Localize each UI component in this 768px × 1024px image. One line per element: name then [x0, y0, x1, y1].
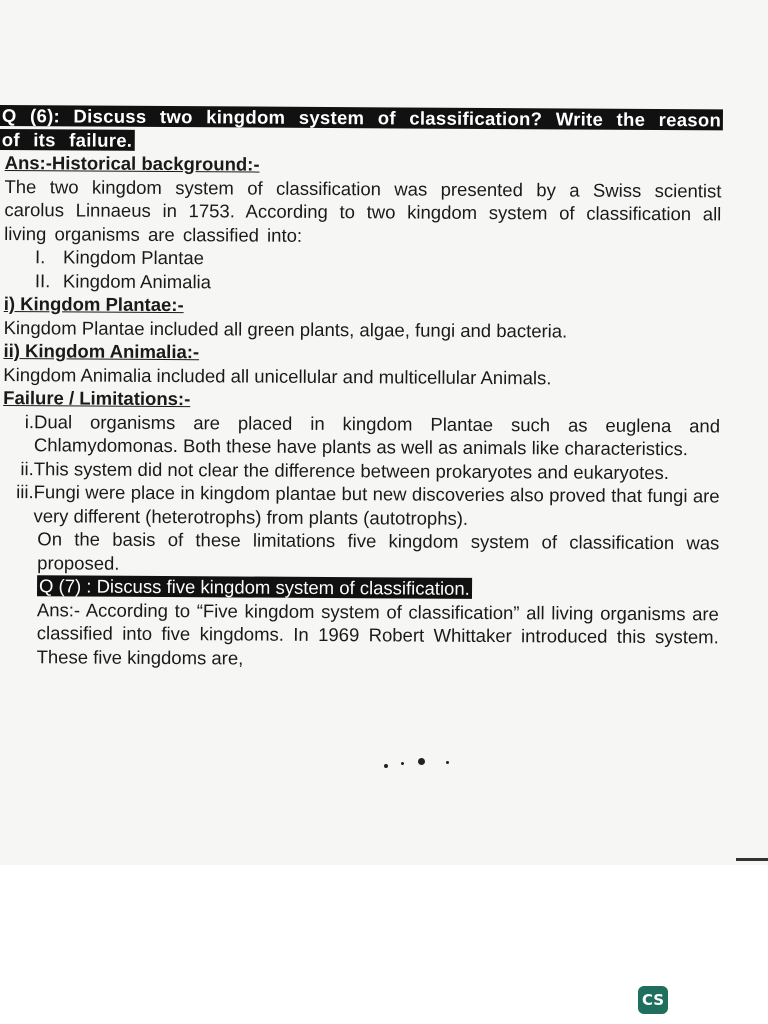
- conclusion-paragraph: On the basis of these limitations five kingdom system of classification was proposed.: [37, 528, 720, 574]
- plantae-heading: i) Kingdom Plantae:-: [3, 293, 184, 316]
- list-item: ii. This system did not clear the difference between prokaryotes and eukaryotes.: [20, 457, 669, 483]
- question-6-title: [0, 104, 722, 155]
- question-7-answer: Ans:- According to “Five kingdom system of classification” all living organisms are classified into five kingdoms. In 1969 Robert Whittaker introduced this system. These five kingdoms are,: [36, 598, 719, 668]
- question-6-highlight: Q (6): Discuss two kingdom system of classification? Write the reason of its failure.: [0, 105, 723, 150]
- list-item: iii. Fungi were place in kingdom plantae but new discoveries also proved that fungi are very different (heterotrophs) from plants (autotrophs).: [16, 481, 720, 529]
- failure-heading: Failure / Limitations:-: [3, 387, 191, 410]
- list-item: i. Dual organisms are placed in kingdom Plantae such as euglena and Chlamydomonas. Both these have plants as well as animals like characteristics.: [24, 410, 721, 460]
- failure-list: [0, 409, 720, 531]
- document-body: [0, 104, 722, 672]
- animalia-heading: ii) Kingdom Animalia:-: [3, 340, 200, 363]
- plantae-paragraph: Kingdom Plantae included all green plants, algae, fungi and bacteria.: [3, 316, 568, 341]
- edge-mark: [736, 858, 768, 861]
- list-item: II. Kingdom Animalia: [34, 269, 212, 292]
- question-7-highlight: Q (7) : Discuss five kingdom system of classification.: [38, 575, 470, 599]
- camscanner-logo: CS: [638, 986, 668, 1014]
- kingdom-list: [0, 245, 721, 296]
- ink-dots: [384, 756, 454, 770]
- list-item: I. Kingdom Plantae: [35, 246, 205, 269]
- historical-heading: Ans:-Historical background:-: [4, 152, 260, 175]
- animalia-paragraph: Kingdom Animalia included all unicellular and multicellular Animals.: [3, 363, 552, 388]
- historical-paragraph: The two kingdom system of classification was presented by a Swiss scientist carolus Linnaeus in 1753. According to two kingdom system of classification all living organisms are classified into:: [4, 175, 722, 246]
